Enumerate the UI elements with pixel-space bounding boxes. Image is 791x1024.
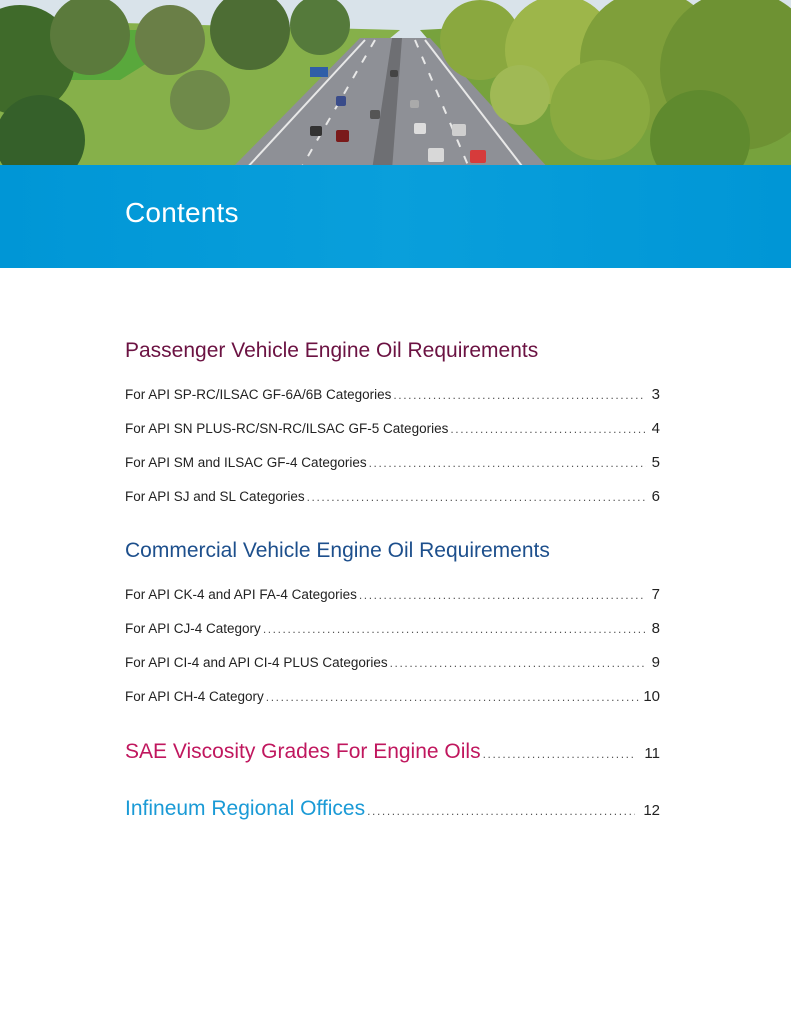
dot-leader	[450, 422, 646, 436]
toc-entry-offices[interactable]	[125, 797, 660, 821]
toc-entry-page: 7	[651, 586, 660, 603]
toc-entry-page: 5	[651, 454, 660, 471]
toc-entry-page: 6	[651, 488, 660, 505]
dot-leader	[369, 456, 646, 470]
toc-entry-label: For API CK-4 and API FA-4 Categories	[125, 587, 357, 602]
section-heading-sae: SAE Viscosity Grades For Engine Oils	[125, 740, 481, 763]
dot-leader	[263, 622, 646, 636]
hero-image	[0, 0, 791, 268]
toc-entry-page: 8	[651, 620, 660, 637]
toc-entry-label: For API SN PLUS-RC/SN-RC/ILSAC GF-5 Categories	[125, 421, 449, 436]
toc-entry-label: For API CJ-4 Category	[125, 621, 261, 636]
toc-entry-page: 3	[651, 386, 660, 403]
toc-entry[interactable]	[125, 654, 660, 671]
toc-entry-label: For API SM and ILSAC GF-4 Categories	[125, 455, 367, 470]
title-banner	[0, 165, 791, 268]
dot-leader	[393, 388, 646, 402]
dot-leader	[483, 747, 637, 761]
toc-entry[interactable]	[125, 586, 660, 603]
toc-entry[interactable]	[125, 386, 660, 403]
dot-leader	[307, 490, 646, 504]
toc-entry-label: For API SJ and SL Categories	[125, 489, 305, 504]
toc-entry-label: For API SP-RC/ILSAC GF-6A/6B Categories	[125, 387, 392, 402]
dot-leader	[266, 690, 640, 704]
toc-entry-page: 11	[644, 745, 660, 762]
page-title: Contents	[125, 197, 239, 228]
toc-entry-label: For API CH-4 Category	[125, 689, 264, 704]
section-heading-commercial: Commercial Vehicle Engine Oil Requirements	[125, 539, 550, 562]
dot-leader	[367, 804, 635, 818]
toc-entry[interactable]	[125, 688, 660, 705]
toc-entry-page: 10	[643, 688, 660, 705]
toc-entry-sae[interactable]	[125, 740, 660, 764]
toc-entry[interactable]	[125, 488, 660, 505]
toc-entry[interactable]	[125, 620, 660, 637]
toc-entry-label: For API CI-4 and API CI-4 PLUS Categories	[125, 655, 388, 670]
section-heading-passenger: Passenger Vehicle Engine Oil Requirements	[125, 339, 539, 362]
dot-leader	[390, 656, 646, 670]
toc-entry-page: 12	[643, 802, 660, 819]
section-heading-offices: Infineum Regional Offices	[125, 797, 366, 820]
toc-entry[interactable]	[125, 454, 660, 471]
toc-entry-page: 9	[651, 654, 660, 671]
toc-entry-page: 4	[651, 420, 660, 437]
dot-leader	[359, 588, 646, 602]
toc-entry[interactable]	[125, 420, 660, 437]
